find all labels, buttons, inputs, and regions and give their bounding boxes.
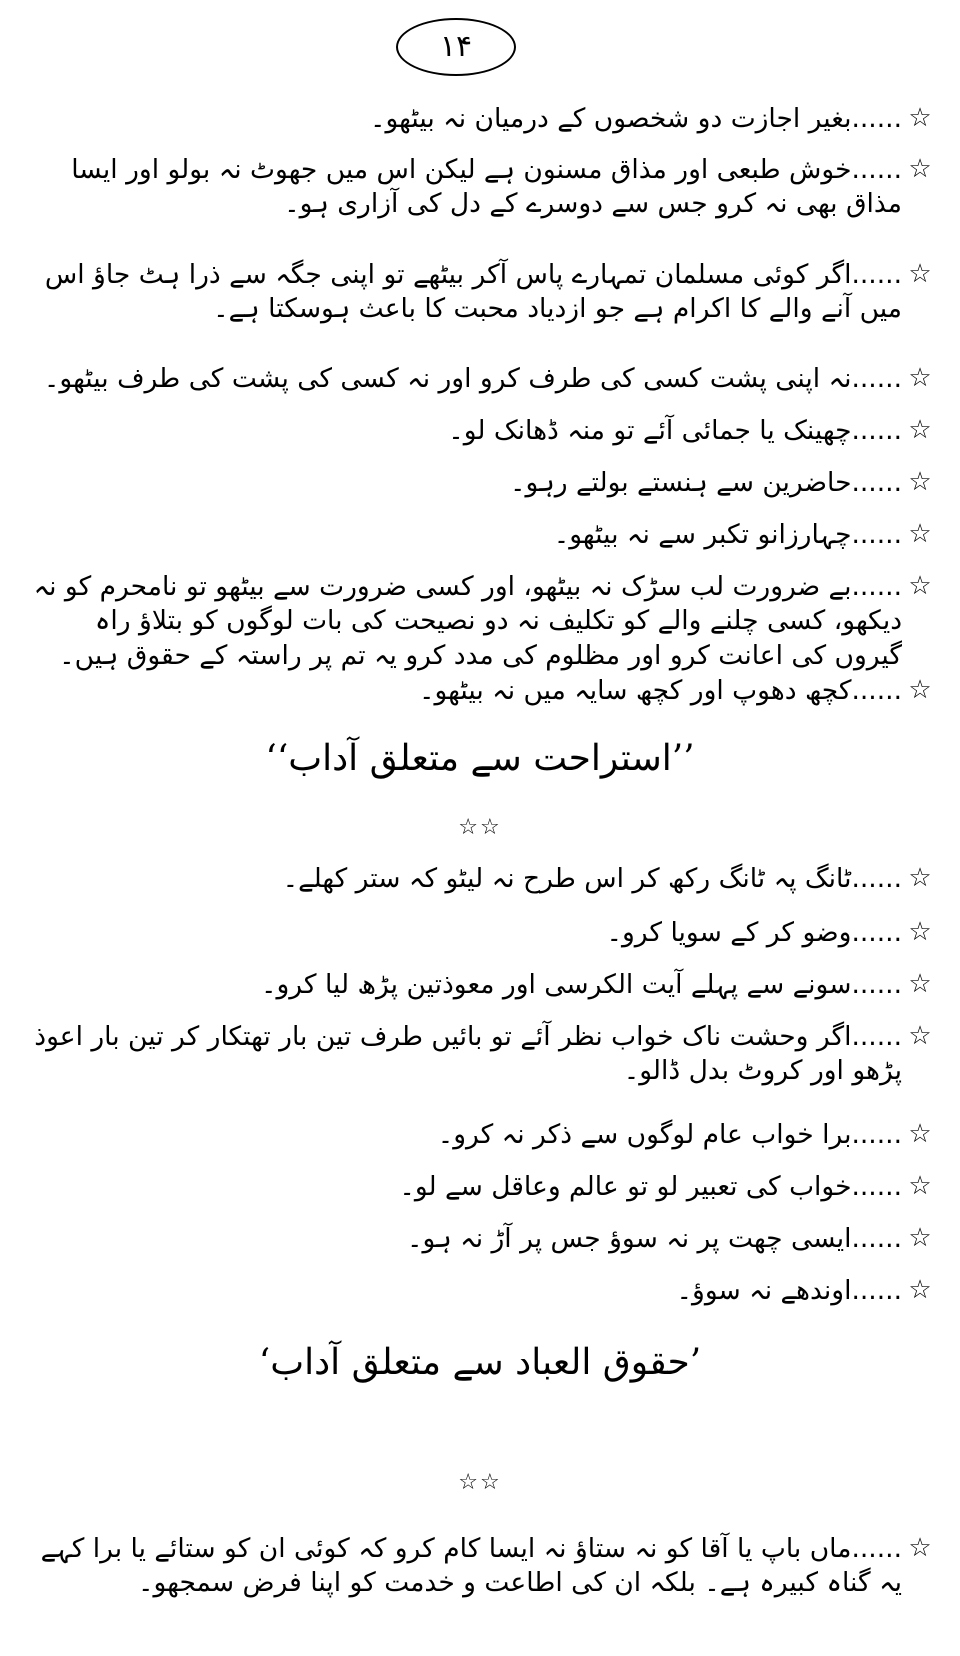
list-item: ☆ ......چھینک یا جمائی آئے تو منہ ڈھانک لو۔	[23, 414, 938, 448]
star-bullet-icon: ☆	[908, 154, 932, 184]
list-item: ☆ ......اگر کوئی مسلمان تمہارے پاس آکر بیٹھے تو اپنی جگہ سے ذرا ہٹ جاؤ اس میں آنے والے کا اکرام ہے جو ازدیاد محبت کا باعث ہوسکتا ہے۔	[23, 258, 938, 327]
star-bullet-icon: ☆	[908, 103, 932, 133]
star-bullet-icon: ☆	[908, 1533, 932, 1563]
star-bullet-icon: ☆	[908, 863, 932, 893]
star-divider: ☆☆	[458, 815, 502, 840]
star-bullet-icon: ☆	[908, 363, 932, 393]
star-bullet-icon: ☆	[908, 675, 932, 705]
list-item: ☆ ......چہارزانو تکبر سے نہ بیٹھو۔	[23, 518, 938, 552]
list-item: ☆ ......ٹانگ پہ ٹانگ رکھ کر اس طرح نہ لیٹو کہ ستر کھلے۔	[23, 862, 938, 896]
list-item: ☆ ......اوندھے نہ سوؤ۔	[23, 1274, 938, 1308]
list-item: ☆ ......اگر وحشت ناک خواب نظر آئے تو بائیں طرف تین بار تھتکار کر تین بار اعوذ پڑھو اور کروٹ بدل ڈالو۔	[23, 1020, 938, 1089]
star-bullet-icon: ☆	[908, 259, 932, 289]
list-item: ☆ ......خواب کی تعبیر لو تو عالم وعاقل سے لو۔	[23, 1170, 938, 1204]
list-item: ☆ ......بغیر اجازت دو شخصوں کے درمیان نہ بیٹھو۔	[23, 102, 938, 136]
star-divider: ☆☆	[458, 1470, 502, 1495]
list-item: ☆ ......بے ضرورت لب سڑک نہ بیٹھو، اور کسی ضرورت سے بیٹھو تو نامحرم کو نہ دیکھو، کسی چلنے والے کو تکلیف نہ دو نصیحت کی بات لوگوں کو بتلاؤ راہ گیروں کی اعانت کرو اور مظلوم کی مدد کرو یہ تم پر راستہ کے حقوق ہیں۔	[23, 570, 938, 673]
star-bullet-icon: ☆	[908, 969, 932, 999]
star-bullet-icon: ☆	[908, 467, 932, 497]
list-item: ☆ ......برا خواب عام لوگوں سے ذکر نہ کرو۔	[23, 1118, 938, 1152]
list-item: ☆ ......سونے سے پہلے آیت الکرسی اور معوذتین پڑھ لیا کرو۔	[23, 968, 938, 1002]
star-bullet-icon: ☆	[908, 917, 932, 947]
star-bullet-icon: ☆	[908, 571, 932, 601]
star-bullet-icon: ☆	[908, 1171, 932, 1201]
section-heading: ’حقوق العباد سے متعلق آداب‘	[258, 1342, 702, 1383]
list-item: ☆ ......نہ اپنی پشت کسی کی طرف کرو اور نہ کسی کی پشت کی طرف بیٹھو۔	[23, 362, 938, 396]
list-item: ☆ ......وضو کر کے سویا کرو۔	[23, 916, 938, 950]
star-bullet-icon: ☆	[908, 519, 932, 549]
section-heading: ’’استراحت سے متعلق آداب‘‘	[265, 738, 695, 779]
list-item: ☆ ......کچھ دھوپ اور کچھ سایہ میں نہ بیٹھو۔	[23, 674, 938, 708]
list-item: ☆ ......ایسی چھت پر نہ سوؤ جس پر آڑ نہ ہو۔	[23, 1222, 938, 1256]
star-bullet-icon: ☆	[908, 1119, 932, 1149]
page-number: ۱۴	[396, 18, 516, 76]
star-bullet-icon: ☆	[908, 415, 932, 445]
star-bullet-icon: ☆	[908, 1223, 932, 1253]
star-bullet-icon: ☆	[908, 1021, 932, 1051]
list-item: ☆ ......حاضرین سے ہنستے بولتے رہو۔	[23, 466, 938, 500]
star-bullet-icon: ☆	[908, 1275, 932, 1305]
list-item: ☆ ......ماں باپ یا آقا کو نہ ستاؤ نہ ایسا کام کرو کہ کوئی ان کو ستائے یا برا کہے یہ گناہ کبیرہ ہے۔ بلکہ ان کی اطاعت و خدمت کو اپنا فرض سمجھو۔	[23, 1532, 938, 1601]
list-item: ☆ ......خوش طبعی اور مذاق مسنون ہے لیکن اس میں جھوٹ نہ بولو اور ایسا مذاق بھی نہ کرو جس سے دوسرے کے دل کی آزاری ہو۔	[23, 153, 938, 222]
